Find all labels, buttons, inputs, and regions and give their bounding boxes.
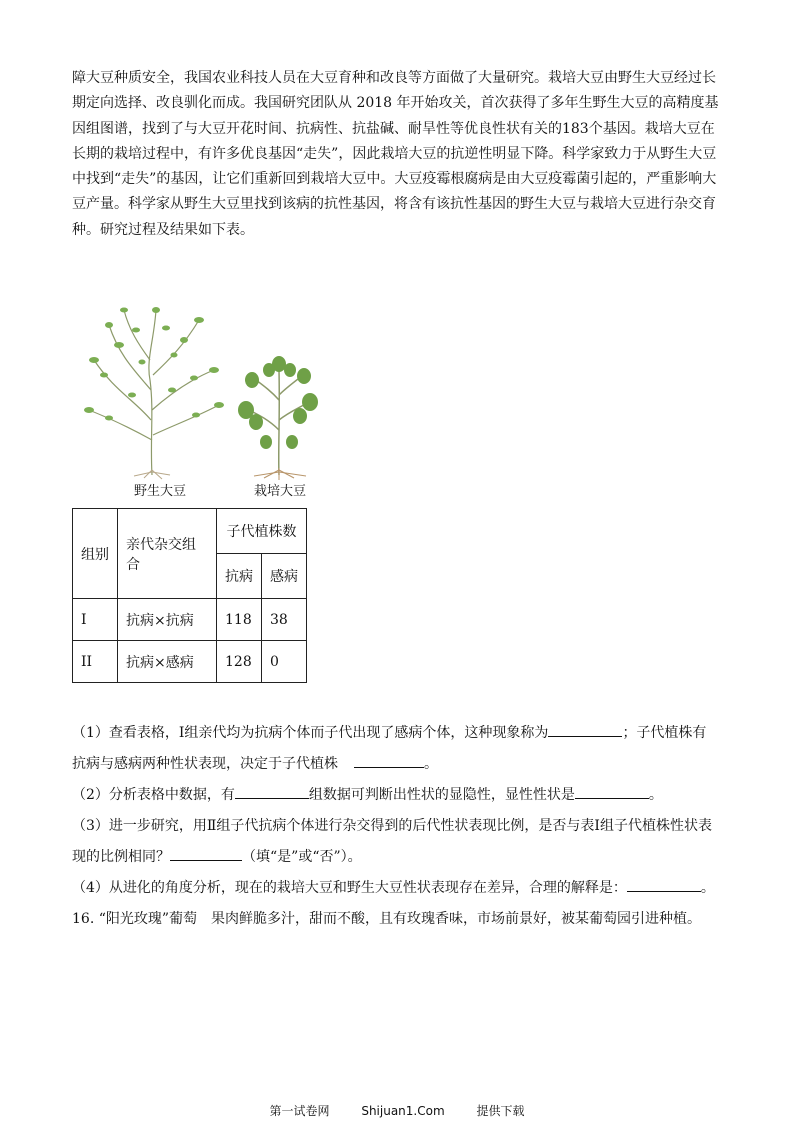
answer-blank[interactable] [575,786,649,799]
table-row [73,641,307,683]
question-2-text: 组数据可判断出性状的显隐性，显性性状是 [308,787,575,803]
question-2-text: 。 [648,787,663,803]
cell-susceptible: 0 [262,641,307,683]
intro-line: 长期的栽培过程中，有许多优良基因“走失”，因此栽培大豆的抗逆性明显下降。科学家致力于从野生大豆 [72,145,717,162]
cell-group: II [73,641,118,683]
intro-line: 期定向选择、改良驯化而成。我国研究团队从 2018 年开始攻关，首次获得了多年生野生大豆的高精度基 [72,95,719,112]
footer-site-url[interactable]: Shijuan1.Com [361,1104,445,1118]
answer-blank[interactable] [354,755,424,768]
question-16 [72,908,701,928]
intro-line: 豆产量。科学家从野生大豆里找到该病的抗性基因，将含有该抗性基因的野生大豆与栽培大豆进行杂交育 [72,196,716,213]
cell-cross: 抗病×抗病 [118,599,217,641]
question-3-text: （3）进一步研究，用Ⅱ组子代抗病个体进行杂交得到的后代性状表现比例，是否与表Ⅰ组子代植株性状表 [72,818,712,834]
question-2 [72,784,663,804]
question-4 [72,877,715,897]
cross-results-table [72,508,307,683]
intro-line: 中找到“走失”的基因，让它们重新回到栽培大豆中。大豆疫霉根腐病是由大豆疫霉菌引起的，严重影响大 [72,171,717,188]
question-3-text: （填“是”或“否”）。 [242,849,362,865]
header-offspring: 子代植株数 [217,509,307,554]
answer-blank[interactable] [627,879,701,892]
intro-line: 因组图谱，找到了与大豆开花时间、抗病性、抗盐碱、耐旱性等优良性状有关的183个基因。栽培大豆在 [72,120,715,137]
cell-cross: 抗病×感病 [118,641,217,683]
cell-resistant: 128 [217,641,262,683]
intro-line: 种。研究过程及结果如下表。 [72,221,254,238]
cell-group: I [73,599,118,641]
soybean-figure [74,300,324,500]
cell-resistant: 118 [217,599,262,641]
question-1-text: 抗病与感病两种性状表现，决定于子代植株 [72,756,338,772]
question-1-line-1 [72,722,706,742]
question-3-text: 现的比例相同？ [72,849,170,865]
header-cross: 亲代杂交组合 [118,509,217,599]
answer-blank[interactable] [235,786,309,799]
footer-download: 提供下载 [476,1104,525,1118]
question-1-text: ；子代植株有 [622,725,707,741]
question-1-line-2 [72,753,438,773]
cultivated-soybean-illustration [234,350,324,480]
footer-site-name: 第一试卷网 [269,1104,330,1118]
answer-blank[interactable] [548,724,622,737]
question-2-text: （2）分析表格中数据，有 [72,787,235,803]
header-resistant: 抗病 [217,554,262,599]
wild-soybean-caption: 野生大豆 [134,484,187,499]
page-footer [0,1102,794,1119]
header-susceptible: 感病 [262,554,307,599]
question-3-line-1 [72,815,712,835]
cell-susceptible: 38 [262,599,307,641]
wild-soybean-illustration [74,300,234,480]
answer-blank[interactable] [170,848,242,861]
intro-paragraph [72,66,722,243]
question-1-text: 。 [424,756,438,772]
question-4-text: （4）从进化的角度分析，现在的栽培大豆和野生大豆性状表现存在差异，合理的解释是： [72,880,627,896]
intro-line: 障大豆种质安全，我国农业科技人员在大豆育种和改良等方面做了大量研究。栽培大豆由野生大豆经过长 [72,70,716,86]
question-4-text: 。 [700,880,715,896]
question-16-text: 16. “阳光玫瑰”葡萄 果肉鲜脆多汁，甜而不酸，且有玫瑰香味，市场前景好，被某葡萄园引进种植。 [72,911,702,927]
question-1-text: （1）查看表格，I组亲代均为抗病个体而子代出现了感病个体，这种现象称为 [72,725,549,741]
cultivated-soybean-caption: 栽培大豆 [254,484,307,499]
header-group: 组别 [73,509,118,599]
question-3-line-2 [72,846,362,866]
table-row [73,599,307,641]
